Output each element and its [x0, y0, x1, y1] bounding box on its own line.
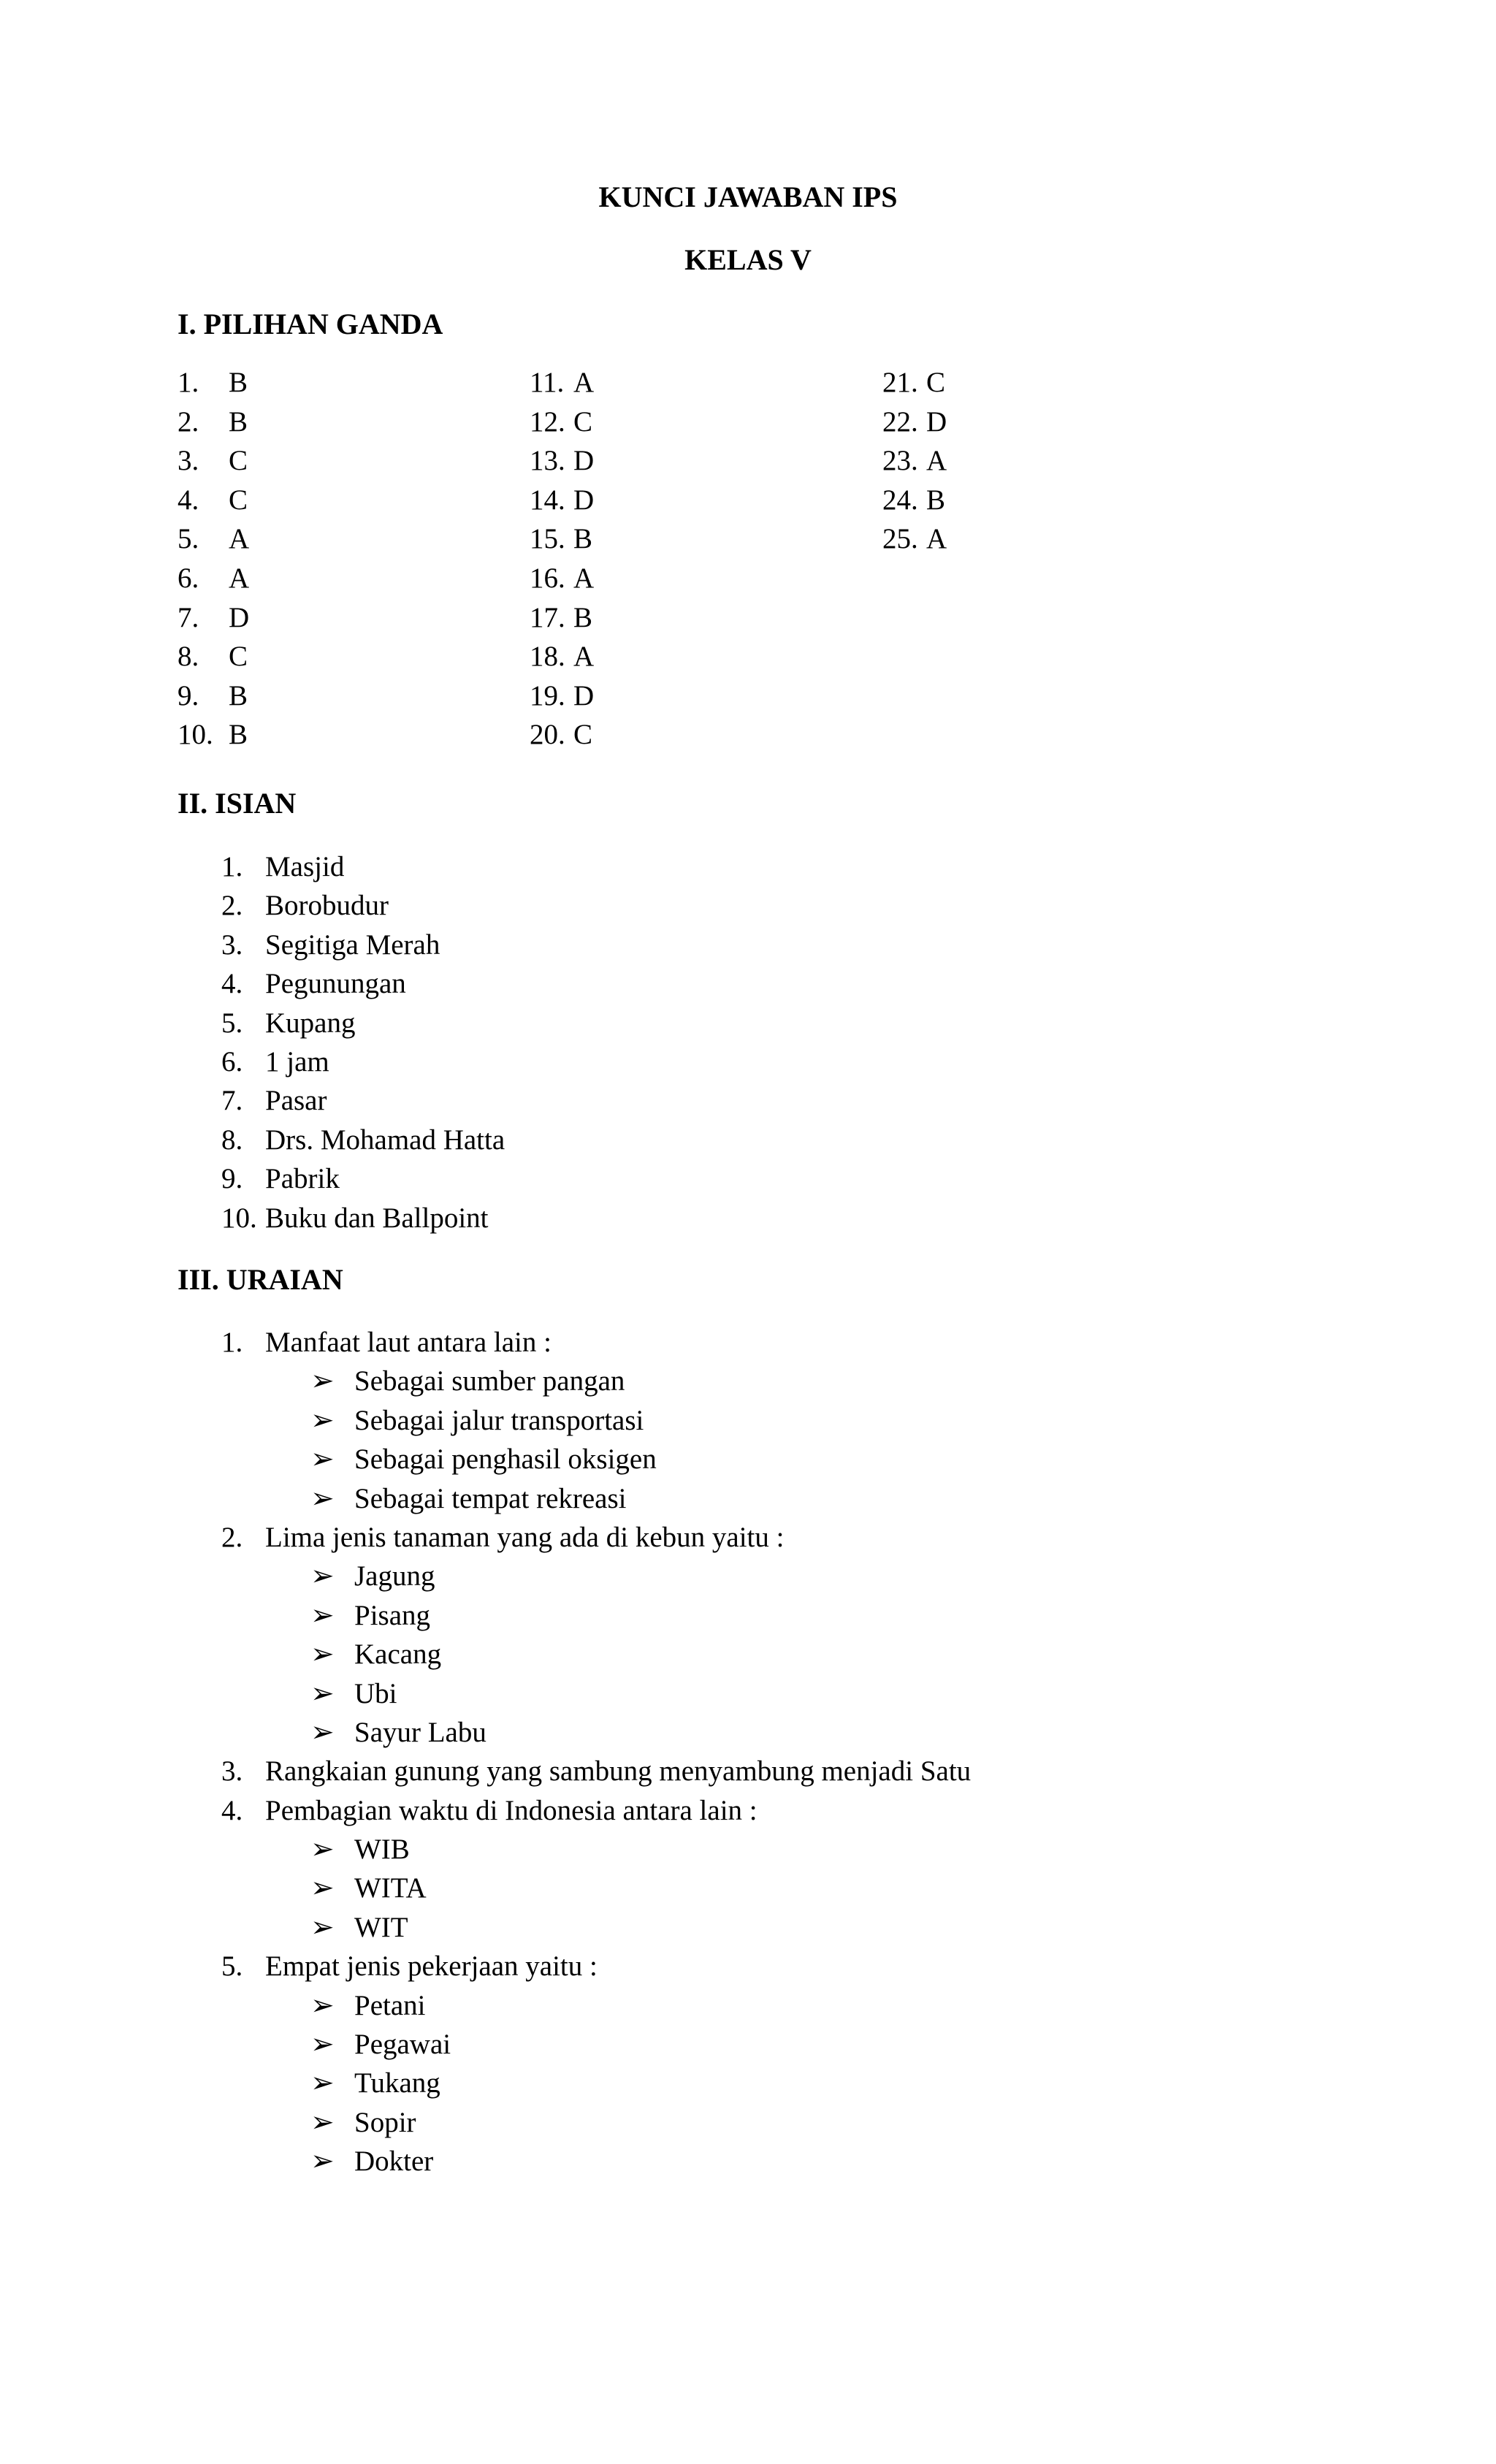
- list-number: 6.: [221, 1045, 243, 1077]
- answer-number: 11.: [530, 367, 565, 398]
- sub-list-item: [221, 1367, 971, 1405]
- list-text: Empat jenis pekerjaan yaitu :: [265, 1950, 598, 1983]
- answer-letter: D: [229, 601, 250, 633]
- sub-list-item: [221, 1718, 971, 1757]
- sub-list-text: Sopir: [354, 2106, 416, 2138]
- sub-list-item: [221, 2147, 971, 2186]
- arrow-bullet-icon: ➢: [310, 1677, 335, 1709]
- answer-letter: A: [573, 562, 595, 594]
- answer-row: [530, 405, 594, 447]
- answer-letter: B: [229, 405, 248, 438]
- answer-number: 5.: [178, 523, 199, 555]
- list-text: Rangkaian gunung yang sambung menyambung menjadi Satu: [265, 1755, 972, 1788]
- sub-list-item: [221, 2108, 971, 2147]
- answer-row: [882, 486, 947, 525]
- arrow-bullet-icon: ➢: [310, 1911, 335, 1943]
- answer-row: [530, 720, 594, 760]
- list-text: Pegunungan: [265, 968, 406, 1000]
- list-item: [221, 891, 505, 930]
- sub-list-item: [221, 2030, 971, 2069]
- answer-letter: D: [926, 405, 947, 438]
- answer-row: [882, 525, 947, 564]
- list-number: 5.: [221, 1950, 243, 1983]
- sub-list-text: Sebagai penghasil oksigen: [354, 1443, 657, 1476]
- answer-number: 4.: [178, 484, 199, 516]
- answer-letter: D: [573, 445, 595, 477]
- list-item: [221, 1523, 971, 1562]
- list-number: 3.: [221, 1755, 243, 1788]
- uraian-list: [221, 1328, 971, 2186]
- sub-list-item: [221, 1484, 971, 1523]
- sub-list-text: Tukang: [354, 2067, 440, 2099]
- list-number: 2.: [221, 1521, 243, 1553]
- list-number: 3.: [221, 928, 243, 961]
- answer-row: [178, 525, 249, 564]
- answer-number: 21.: [882, 367, 918, 398]
- answer-column-3: [882, 368, 947, 564]
- list-item: [221, 1086, 505, 1125]
- list-number: 9.: [221, 1163, 243, 1195]
- sub-list-item: [221, 1679, 971, 1718]
- sub-list-item: [221, 1640, 971, 1679]
- list-text: 1 jam: [265, 1045, 329, 1077]
- answer-row: [530, 368, 594, 408]
- arrow-bullet-icon: ➢: [310, 1404, 335, 1436]
- arrow-bullet-icon: ➢: [310, 2029, 335, 2061]
- list-number: 8.: [221, 1124, 243, 1156]
- answer-number: 22.: [882, 405, 918, 438]
- list-number: 1.: [221, 851, 243, 882]
- answer-letter: A: [926, 523, 947, 555]
- section-heading-isian: II. ISIAN: [178, 787, 297, 820]
- answer-row: [530, 525, 594, 564]
- list-text: Lima jenis tanaman yang ada di kebun yaitu :: [265, 1521, 785, 1553]
- sub-list-text: Ubi: [354, 1677, 397, 1709]
- answer-number: 8.: [178, 641, 199, 673]
- list-number: 4.: [221, 1794, 243, 1826]
- list-text: Borobudur: [265, 890, 389, 922]
- arrow-bullet-icon: ➢: [310, 1443, 335, 1476]
- answer-row: [882, 405, 947, 447]
- list-item: [221, 969, 505, 1008]
- sub-list-text: WITA: [354, 1872, 427, 1904]
- document-subtitle: KELAS V: [684, 243, 812, 276]
- arrow-bullet-icon: ➢: [310, 1560, 335, 1593]
- answer-row: [178, 486, 249, 525]
- arrow-bullet-icon: ➢: [310, 1482, 335, 1514]
- section-heading-pilihan-ganda: I. PILIHAN GANDA: [178, 308, 443, 340]
- sub-list-item: [221, 1835, 971, 1874]
- list-text: Masjid: [265, 851, 345, 882]
- list-text: Drs. Mohamad Hatta: [265, 1124, 505, 1156]
- sub-list-item: [221, 1601, 971, 1640]
- answer-number: 10.: [178, 719, 213, 751]
- answer-letter: A: [573, 367, 595, 398]
- answer-number: 16.: [530, 562, 565, 594]
- document-title: KUNCI JAWABAN IPS: [598, 180, 898, 213]
- answer-row: [178, 405, 249, 447]
- sub-list-item: [221, 1562, 971, 1601]
- sub-list-item: [221, 1913, 971, 1952]
- list-text: Segitiga Merah: [265, 928, 440, 961]
- answer-row: [530, 642, 594, 682]
- list-number: 10.: [221, 1202, 257, 1234]
- answer-number: 24.: [882, 484, 918, 516]
- list-item: [221, 853, 505, 891]
- answer-letter: B: [229, 367, 248, 398]
- list-number: 2.: [221, 890, 243, 922]
- answer-number: 17.: [530, 601, 565, 633]
- answer-letter: B: [926, 484, 946, 516]
- list-text: Kupang: [265, 1007, 356, 1039]
- answer-number: 15.: [530, 523, 565, 555]
- sub-list-text: Kacang: [354, 1639, 442, 1671]
- answer-row: [178, 720, 249, 760]
- arrow-bullet-icon: ➢: [310, 1989, 335, 2021]
- answer-letter: C: [229, 641, 248, 673]
- answer-letter: D: [573, 484, 595, 516]
- list-item: [221, 928, 505, 969]
- answer-letter: C: [573, 719, 593, 751]
- sub-list-item: [221, 1991, 971, 2030]
- answer-letter: D: [573, 679, 595, 712]
- answer-row: [530, 679, 595, 721]
- list-item: [221, 1757, 971, 1796]
- sub-list-text: Sayur Labu: [354, 1716, 486, 1748]
- answer-row: [882, 368, 947, 408]
- list-text: Buku dan Ballpoint: [265, 1202, 489, 1234]
- answer-column-1: [178, 368, 249, 760]
- list-item: [221, 1164, 505, 1203]
- arrow-bullet-icon: ➢: [310, 2067, 335, 2099]
- sub-list-text: Pisang: [354, 1599, 431, 1631]
- sub-list-item: [221, 1406, 971, 1445]
- arrow-bullet-icon: ➢: [310, 1872, 335, 1904]
- answer-letter: B: [573, 523, 593, 555]
- list-item: [221, 1952, 971, 1991]
- answer-letter: A: [926, 445, 947, 477]
- answer-letter: C: [926, 367, 946, 398]
- answer-number: 13.: [530, 445, 565, 477]
- answer-row: [530, 446, 594, 486]
- answer-number: 6.: [178, 562, 199, 594]
- list-item: [221, 1009, 505, 1048]
- list-number: 7.: [221, 1085, 243, 1117]
- arrow-bullet-icon: ➢: [310, 2106, 335, 2138]
- answer-row: [178, 564, 249, 603]
- answer-letter: A: [229, 523, 250, 555]
- sub-list-text: WIB: [354, 1834, 410, 1866]
- answer-number: 9.: [178, 679, 199, 712]
- answer-row: [178, 679, 249, 721]
- answer-number: 18.: [530, 641, 565, 673]
- answer-letter: B: [229, 719, 248, 751]
- answer-letter: A: [573, 641, 595, 673]
- list-item: [221, 1328, 971, 1367]
- sub-list-item: [221, 2069, 971, 2108]
- arrow-bullet-icon: ➢: [310, 1365, 335, 1397]
- arrow-bullet-icon: ➢: [310, 1716, 335, 1748]
- answer-number: 25.: [882, 523, 918, 555]
- list-item: [221, 1204, 505, 1243]
- sub-list-text: Sebagai tempat rekreasi: [354, 1482, 627, 1514]
- answer-row: [530, 486, 594, 525]
- list-item: [221, 1045, 505, 1086]
- sub-list-text: Dokter: [354, 2145, 434, 2178]
- list-text: Pabrik: [265, 1163, 340, 1195]
- answer-row: [178, 603, 249, 643]
- arrow-bullet-icon: ➢: [310, 1599, 335, 1631]
- answer-number: 1.: [178, 367, 199, 398]
- answer-row: [178, 368, 249, 408]
- list-text: Pembagian waktu di Indonesia antara lain :: [265, 1794, 757, 1826]
- arrow-bullet-icon: ➢: [310, 2145, 335, 2178]
- answer-row: [178, 446, 249, 486]
- answer-row: [530, 564, 594, 603]
- sub-list-text: Petani: [354, 1989, 426, 2021]
- answer-letter: B: [573, 601, 593, 633]
- list-number: 1.: [221, 1327, 243, 1358]
- sub-list-text: Jagung: [354, 1560, 435, 1593]
- answer-letter: C: [573, 405, 593, 438]
- sub-list-text: WIT: [354, 1911, 408, 1943]
- list-item: [221, 1126, 505, 1164]
- answer-number: 23.: [882, 445, 918, 477]
- sub-list-item: [221, 1874, 971, 1912]
- section-heading-uraian: III. URAIAN: [178, 1263, 343, 1296]
- answer-number: 3.: [178, 445, 199, 477]
- list-number: 5.: [221, 1007, 243, 1039]
- answer-row: [178, 642, 249, 682]
- arrow-bullet-icon: ➢: [310, 1834, 335, 1866]
- answer-row: [530, 603, 594, 643]
- isian-list: [221, 853, 505, 1243]
- sub-list-text: Pegawai: [354, 2029, 451, 2061]
- answer-number: 20.: [530, 719, 565, 751]
- list-item: [221, 1796, 971, 1835]
- answer-letter: B: [229, 679, 248, 712]
- sub-list-text: Sebagai sumber pangan: [354, 1365, 625, 1397]
- answer-row: [882, 446, 947, 486]
- sub-list-text: Sebagai jalur transportasi: [354, 1404, 644, 1436]
- answer-number: 12.: [530, 405, 565, 438]
- answer-letter: C: [229, 484, 248, 516]
- list-number: 4.: [221, 968, 243, 1000]
- answer-number: 2.: [178, 405, 199, 438]
- list-text: Pasar: [265, 1085, 327, 1117]
- answer-letter: A: [229, 562, 250, 594]
- answer-column-2: [530, 368, 594, 760]
- list-text: Manfaat laut antara lain :: [265, 1327, 552, 1358]
- answer-letter: C: [229, 445, 248, 477]
- answer-number: 7.: [178, 601, 199, 633]
- sub-list-item: [221, 1445, 971, 1484]
- arrow-bullet-icon: ➢: [310, 1639, 335, 1671]
- answer-number: 19.: [530, 679, 565, 712]
- answer-number: 14.: [530, 484, 565, 516]
